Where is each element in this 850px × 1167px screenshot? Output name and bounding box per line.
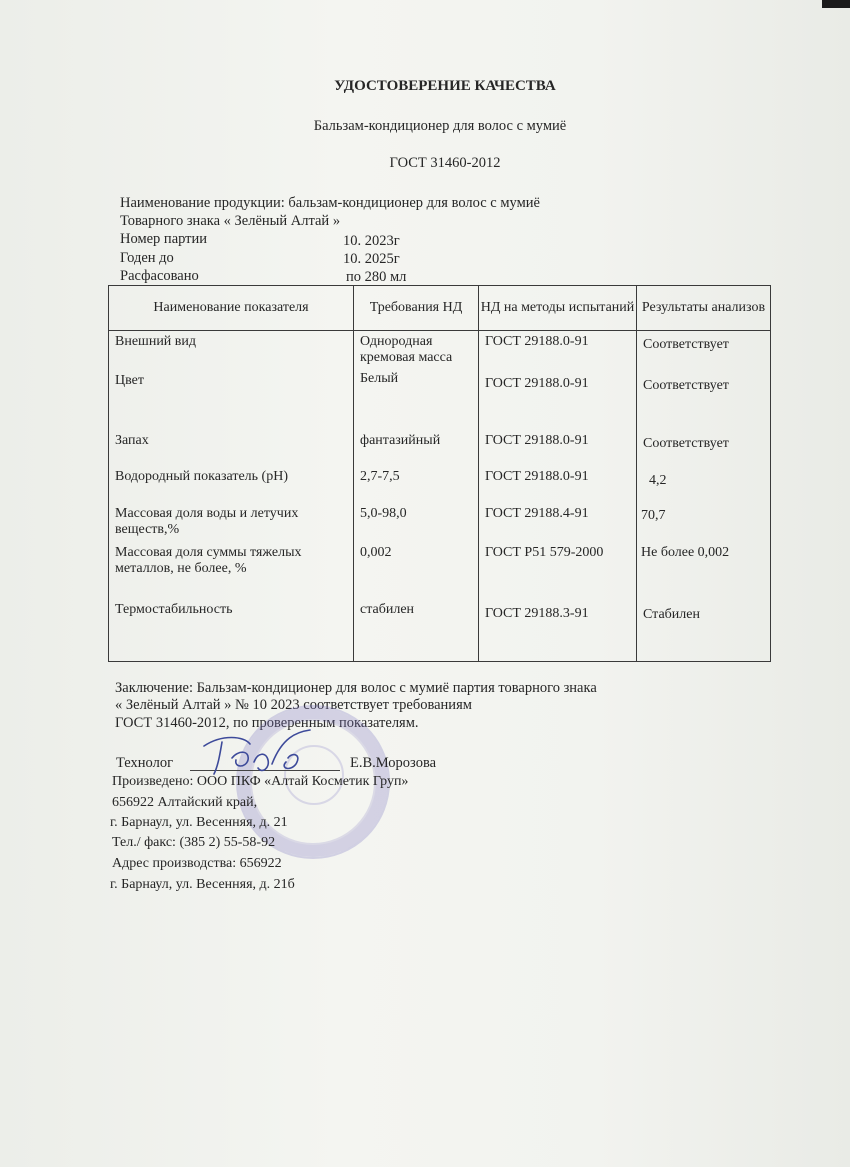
cell-requirements	[354, 331, 479, 662]
row-4-req: 5,0-98,0	[360, 506, 407, 521]
conclusion-line-3: ГОСТ 31460-2012, по проверенным показателям.	[115, 715, 419, 731]
technologist-name: Е.В.Морозова	[350, 755, 437, 771]
trademark-line: Товарного знака « Зелёный Алтай »	[120, 213, 341, 229]
row-4-method: ГОСТ 29188.4-91	[485, 506, 589, 521]
row-5-name: Массовая доля суммы тяжелых металлов, не более, %	[115, 545, 302, 576]
row-1-method: ГОСТ 29188.0-91	[485, 376, 589, 391]
row-6-name: Термостабильность	[115, 602, 233, 617]
conclusion-line-2: « Зелёный Алтай » № 10 2023 соответствует требованиям	[115, 697, 472, 713]
header-indicator: Наименование показателя	[109, 286, 354, 331]
row-0-name: Внешний вид	[115, 334, 197, 349]
expiry-label: Годен до	[120, 250, 174, 266]
row-4-result: 70,7	[641, 508, 666, 523]
conclusion-line-1: Заключение: Бальзам-кондиционер для волос с мумиё партия товарного знака	[115, 680, 597, 696]
document-title: УДОСТОВЕРЕНИЕ КАЧЕСТВА	[334, 78, 556, 94]
expiry-value: 10. 2025г	[343, 251, 400, 267]
manufacturer-line-4: Тел./ факс: (385 2) 55-58-92	[112, 835, 276, 850]
row-3-req: 2,7-7,5	[360, 469, 400, 484]
cell-methods	[479, 331, 637, 662]
packed-value: по 280 мл	[346, 269, 407, 285]
row-4-name: Массовая доля воды и летучих веществ,%	[115, 506, 299, 537]
row-5-method: ГОСТ Р51 579-2000	[485, 545, 604, 560]
cell-results	[637, 331, 771, 662]
row-5-req: 0,002	[360, 545, 392, 560]
row-5-result: Не более 0,002	[641, 545, 730, 560]
manufacturer-line-3: г. Барнаул, ул. Весенняя, д. 21	[110, 815, 288, 830]
row-6-result: Стабилен	[643, 607, 700, 622]
row-6-method: ГОСТ 29188.3-91	[485, 606, 589, 621]
row-0-method: ГОСТ 29188.0-91	[485, 334, 589, 349]
header-results: Результаты анализов	[637, 286, 771, 331]
technologist-label: Технолог	[116, 755, 174, 771]
row-2-result: Соответствует	[643, 436, 729, 451]
row-2-name: Запах	[115, 433, 149, 448]
row-2-method: ГОСТ 29188.0-91	[485, 433, 589, 448]
manufacturer-line-5: Адрес производства: 656922	[112, 856, 282, 871]
batch-value: 10. 2023г	[343, 233, 400, 249]
header-requirements: Требования НД	[354, 286, 479, 331]
row-0-req: Однородная кремовая масса	[360, 334, 453, 365]
cell-indicators	[109, 331, 354, 662]
header-methods: НД на методы испытаний	[479, 286, 637, 331]
table-row	[109, 331, 771, 662]
manufacturer-line-2: 656922 Алтайский край,	[112, 795, 258, 810]
table-header-row	[109, 286, 771, 331]
scan-corner-mark	[822, 0, 850, 8]
row-3-result: 4,2	[649, 473, 667, 488]
document-gost: ГОСТ 31460-2012	[389, 155, 501, 171]
results-table	[108, 285, 771, 662]
manufacturer-line-6: г. Барнаул, ул. Весенняя, д. 21б	[110, 877, 295, 892]
row-6-req: стабилен	[360, 602, 415, 617]
row-1-req: Белый	[360, 371, 399, 386]
row-1-name: Цвет	[115, 373, 144, 388]
packed-label: Расфасовано	[120, 268, 199, 284]
row-2-req: фантазийный	[360, 433, 441, 448]
row-0-result: Соответствует	[643, 337, 729, 352]
document-subtitle: Бальзам-кондиционер для волос с мумиё	[313, 118, 567, 134]
manufacturer-line-1: Произведено: ООО ПКФ «Алтай Косметик Груп»	[112, 774, 409, 789]
product-name-line: Наименование продукции: бальзам-кондиционер для волос с мумиё	[120, 195, 540, 211]
row-1-result: Соответствует	[643, 378, 729, 393]
row-3-method: ГОСТ 29188.0-91	[485, 469, 589, 484]
batch-label: Номер партии	[120, 231, 208, 247]
row-3-name: Водородный показатель (pH)	[115, 469, 288, 484]
